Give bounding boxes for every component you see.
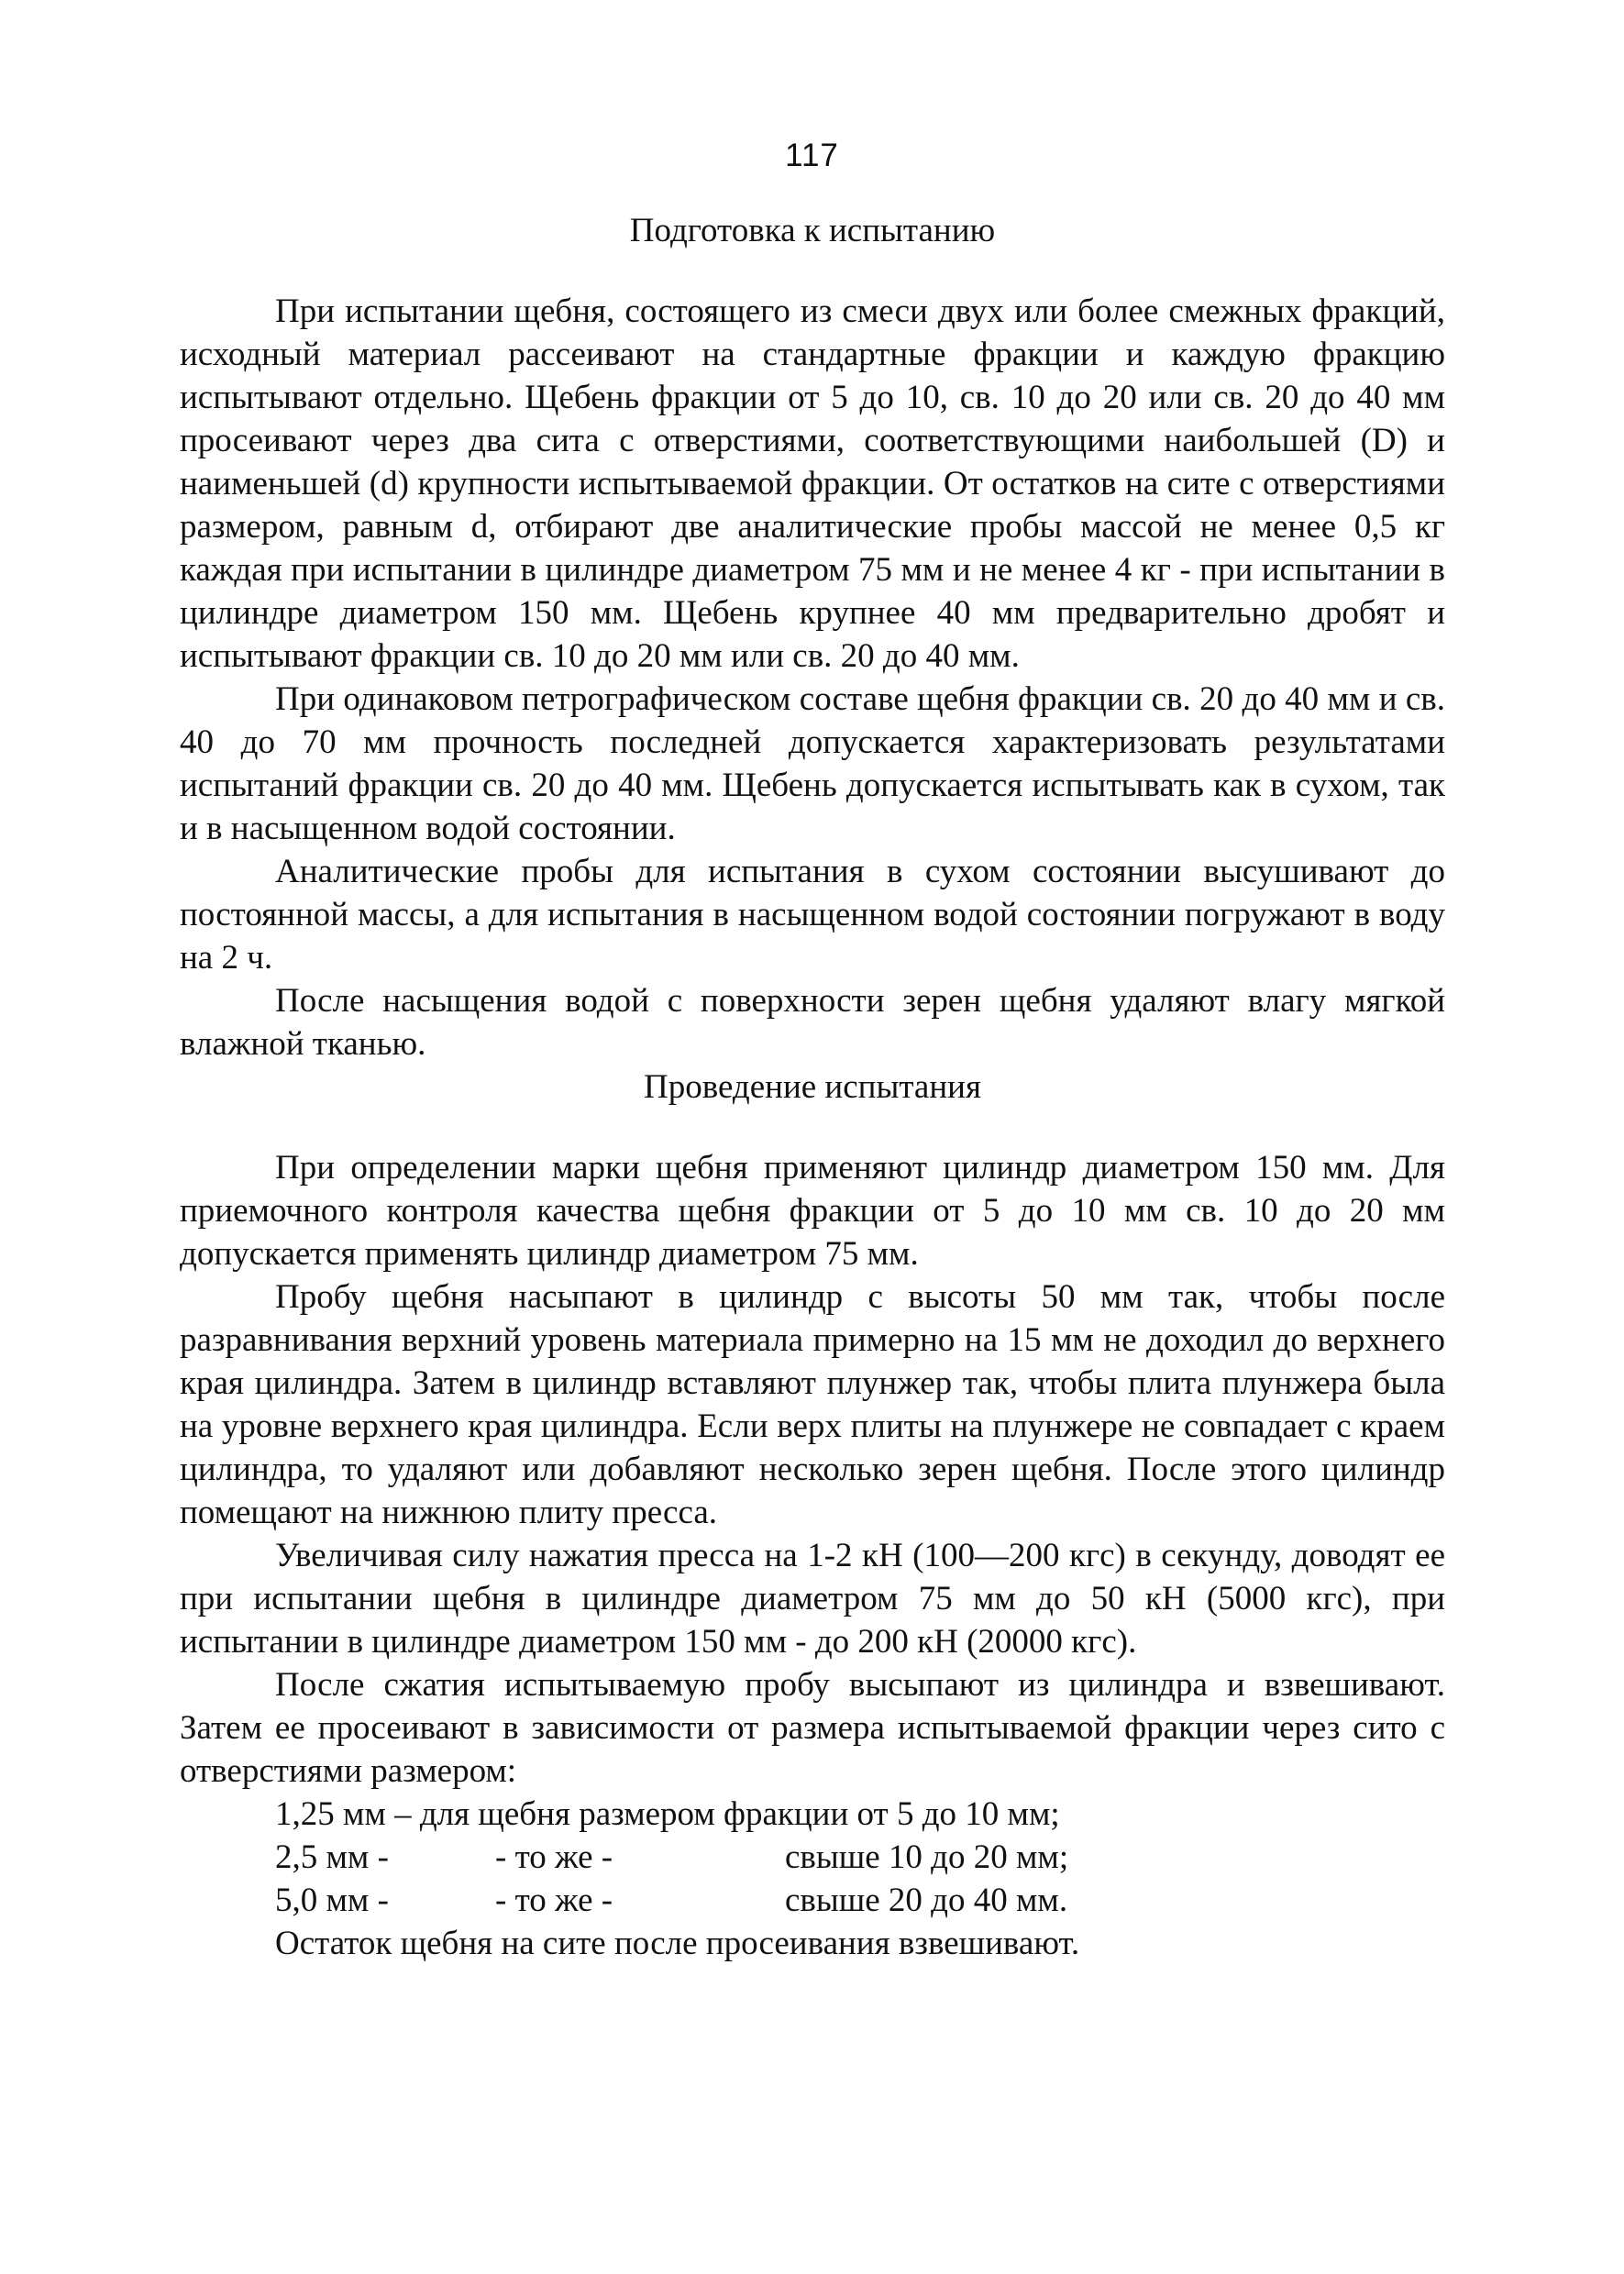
fraction-range: свыше 10 до 20 мм; — [785, 1838, 1069, 1876]
ditto-mark: - то же - — [495, 1882, 613, 1919]
paragraph: Пробу щебня насыпают в цилиндр с высоты 50 мм так, чтобы после разравнивания верхний уровень материала примерно на 15 мм не доходил до верхнего края цилиндра. Затем в цилиндр вставляют плунжер так, чтобы плита плунжера была на уровне верхнего края цилиндра. Если верх плиты на плунжере не совпадает с краем цилиндра, то удаляют или добавляют несколько зерен щебня. После этого цилиндр помещают на нижнюю плиту пресса. — [180, 1278, 1445, 1531]
paragraph: При одинаковом петрографическом составе щебня фракции св. 20 до 40 мм и св. 40 до 70 мм прочность последней допускается характеризовать результатами испытаний фракции св. 20 до 40 мм. Щебень допускается испытывать как в сухом, так и в насыщенном водой состоянии. — [180, 680, 1445, 847]
document-body — [180, 209, 1445, 1965]
paragraph: Увеличивая силу нажатия пресса на 1-2 кН (100—200 кгс) в секунду, доводят ее при испытании щебня в цилиндре диаметром 75 мм до 50 кН (5000 кгс), при испытании в цилиндре диаметром 150 мм - до 200 кН (20000 кгс). — [180, 1537, 1445, 1661]
paragraph: При определении марки щебня применяют цилиндр диаметром 150 мм. Для приемочного контроля качества щебня фракции от 5 до 10 мм св. 10 до 20 мм допускается применять цилиндр диаметром 75 мм. — [180, 1149, 1445, 1273]
sieve-list — [275, 1793, 1445, 1965]
paragraph: После насыщения водой с поверхности зерен щебня удаляют влагу мягкой влажной тканью. — [180, 982, 1445, 1063]
paragraph: После сжатия испытываемую пробу высыпают из цилиндра и взвешивают. Затем ее просеивают в зависимости от размера испытываемой фракции через сито с отверстиями размером: — [180, 1666, 1445, 1790]
fraction-range: свыше 20 до 40 мм. — [785, 1882, 1068, 1919]
closing-line: Остаток щебня на сите после просеивания взвешивают. — [275, 1925, 1080, 1962]
ditto-mark: - то же - — [495, 1838, 613, 1876]
sieve-list-item — [275, 1836, 1445, 1879]
sieve-size: 2,5 мм - — [275, 1838, 389, 1876]
page-number: 117 — [785, 138, 839, 173]
section-title-testing: Проведение испытания — [644, 1068, 981, 1106]
sieve-list-item: 1,25 мм – для щебня размером фракции от 5 до 10 мм; — [275, 1795, 1060, 1833]
section-title-preparation: Подготовка к испытанию — [629, 212, 996, 249]
paragraph: Аналитические пробы для испытания в сухом состоянии высушивают до постоянной массы, а для испытания в насыщенном водой состоянии погружают в воду на 2 ч. — [180, 853, 1445, 977]
sieve-size: 5,0 мм - — [275, 1882, 389, 1919]
paragraph: При испытании щебня, состоящего из смеси двух или более смежных фракций, исходный материал рассеивают на стандартные фракции и каждую фракцию испытывают отдельно. Щебень фракции от 5 до 10, св. 10 до 20 или св. 20 до 40 мм просеивают через два сита с отверстиями, соответствующими наибольшей (D) и наименьшей (d) крупности испытываемой фракции. От остатков на сите с отверстиями размером, равным d, отбирают две аналитические пробы массой не менее 0,5 кг каждая при испытании в цилиндре диаметром 75 мм и не менее 4 кг - при испытании в цилиндре диаметром 150 мм. Щебень крупнее 40 мм предварительно дробят и испытывают фракции св. 10 до 20 мм или св. 20 до 40 мм. — [180, 293, 1445, 675]
sieve-list-item — [275, 1879, 1445, 1922]
